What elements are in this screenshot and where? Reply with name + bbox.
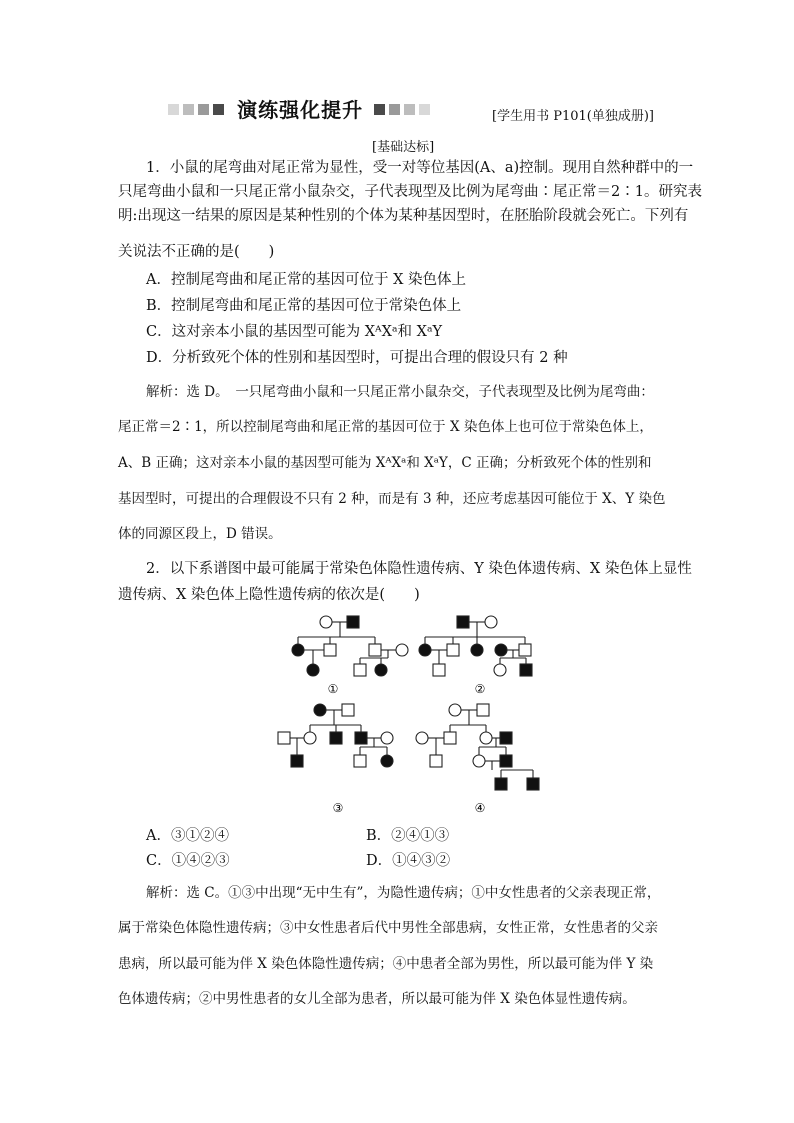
female-affected-symbol [419, 644, 431, 656]
q1-analysis-line: 体的同源区段上，D 错误。 [118, 526, 282, 542]
decor-square-icon [198, 104, 209, 115]
male-unaffected-symbol [369, 644, 381, 656]
male-affected-symbol [527, 778, 539, 790]
female-unaffected-symbol [473, 755, 485, 767]
figure-label-1: ① [327, 682, 339, 696]
male-unaffected-symbol [477, 704, 489, 716]
male-affected-symbol [500, 732, 512, 744]
male-unaffected-symbol [354, 664, 366, 676]
female-unaffected-symbol [320, 616, 332, 628]
female-affected-symbol [381, 755, 393, 767]
pedigree-figure [270, 606, 560, 821]
decor-square-icon [404, 104, 415, 115]
female-affected-symbol [375, 664, 387, 676]
female-affected-symbol [471, 644, 483, 656]
female-affected-symbol [292, 644, 304, 656]
female-unaffected-symbol [485, 616, 497, 628]
q1-option-c: C．这对亲本小鼠的基因型可能为 XᴬXᵃ和 XᵃY [146, 324, 443, 340]
q2-stem-line: 2．以下系谱图中最可能属于常染色体隐性遗传病、Y 染色体遗传病、X 染色体上显性 [146, 561, 692, 577]
subsection-title: [基础达标] [372, 140, 435, 155]
male-affected-symbol [330, 732, 342, 744]
decor-square-icon [183, 104, 194, 115]
q1-option-a: A．控制尾弯曲和尾正常的基因可位于 X 染色体上 [146, 272, 467, 288]
male-affected-symbol [355, 732, 367, 744]
decor-square-icon [213, 104, 224, 115]
female-unaffected-symbol [449, 704, 461, 716]
figure-label-2: ② [474, 682, 486, 696]
female-unaffected-symbol [304, 732, 316, 744]
decor-square-icon [374, 104, 385, 115]
q1-analysis-line: 解析：选 D。 一只尾弯曲小鼠和一只尾正常小鼠杂交，子代表现型及比例为尾弯曲： [146, 384, 654, 400]
q2-option-b: B．②④①③ [366, 828, 450, 844]
q1-option-b: B．控制尾弯曲和尾正常的基因可位于常染色体上 [146, 298, 462, 314]
q2-option-a: A．③①②④ [146, 828, 229, 844]
female-affected-symbol [307, 664, 319, 676]
male-affected-symbol [495, 778, 507, 790]
pedigree-2 [419, 616, 532, 676]
pedigree-4 [416, 704, 539, 790]
q1-stem-line: 关说法不正确的是( ) [118, 244, 275, 260]
q1-analysis-line: 基因型时，可提出的合理假设不只有 2 种，而是有 3 种，还应考虑基因可能位于 X、Y 染色 [118, 491, 666, 507]
female-unaffected-symbol [480, 732, 492, 744]
figure-label-4: ④ [474, 801, 486, 815]
female-unaffected-symbol [396, 644, 408, 656]
pedigree-3 [278, 704, 393, 767]
male-unaffected-symbol [354, 755, 366, 767]
male-unaffected-symbol [278, 732, 290, 744]
decor-square-icon [168, 104, 179, 115]
q1-analysis-line: A、B 正确；这对亲本小鼠的基因型可能为 XᴬXᵃ和 XᵃY，C 正确；分析致死个体的性别和 [118, 455, 652, 471]
decor-square-icon [389, 104, 400, 115]
female-affected-symbol [495, 644, 507, 656]
q1-stem-line: 1．小鼠的尾弯曲对尾正常为显性，受一对等位基因(A、a)控制。现用自然种群中的一 [146, 160, 694, 176]
figure-label-3: ③ [332, 801, 344, 815]
female-affected-symbol [314, 704, 326, 716]
male-affected-symbol [291, 755, 303, 767]
female-unaffected-symbol [381, 732, 393, 744]
section-title: 演练强化提升 [237, 97, 364, 122]
section-heading [168, 98, 434, 120]
q2-stem-line: 遗传病、X 染色体上隐性遗传病的依次是( ) [118, 587, 420, 603]
female-unaffected-symbol [494, 664, 506, 676]
book-note: [学生用书 P101(单独成册)] [492, 109, 654, 124]
male-unaffected-symbol [324, 644, 336, 656]
male-unaffected-symbol [433, 664, 445, 676]
female-unaffected-symbol [416, 732, 428, 744]
q2-analysis-line: 色体遗传病；②中男性患者的女儿全部为患者，所以最可能为伴 X 染色体显性遗传病。 [118, 991, 636, 1007]
male-affected-symbol [347, 616, 359, 628]
q1-analysis-line: 尾正常＝2∶1，所以控制尾弯曲和尾正常的基因可位于 X 染色体上也可位于常染色体上， [118, 419, 653, 435]
q1-stem-line: 明:出现这一结果的原因是某种性别的个体为某种基因型时，在胚胎阶段就会死亡。下列有 [118, 208, 689, 224]
q2-analysis-line: 解析：选 C。①③中出现“无中生有”，为隐性遗传病；①中女性患者的父亲表现正常， [146, 885, 661, 901]
male-affected-symbol [520, 664, 532, 676]
q2-option-d: D．①④③② [366, 853, 451, 869]
male-affected-symbol [457, 616, 469, 628]
q1-option-d: D．分析致死个体的性别和基因型时，可提出合理的假设只有 2 种 [146, 350, 568, 366]
male-unaffected-symbol [430, 755, 442, 767]
q1-stem-line: 只尾弯曲小鼠和一只尾正常小鼠杂交，子代表现型及比例为尾弯曲∶尾正常＝2∶1。研究表 [118, 184, 702, 200]
male-unaffected-symbol [519, 644, 531, 656]
pedigree-1 [292, 616, 408, 676]
q2-option-c: C．①④②③ [146, 853, 230, 869]
decor-square-icon [419, 104, 430, 115]
q2-analysis-line: 患病，所以最可能为伴 X 染色体隐性遗传病；④中患者全部为男性，所以最可能为伴 Y 染 [118, 956, 654, 972]
male-unaffected-symbol [342, 704, 354, 716]
male-unaffected-symbol [444, 732, 456, 744]
q2-analysis-line: 属于常染色体隐性遗传病；③中女性患者后代中男性全部患病，女性正常，女性患者的父亲 [118, 920, 658, 936]
male-unaffected-symbol [447, 644, 459, 656]
male-affected-symbol [500, 755, 512, 767]
